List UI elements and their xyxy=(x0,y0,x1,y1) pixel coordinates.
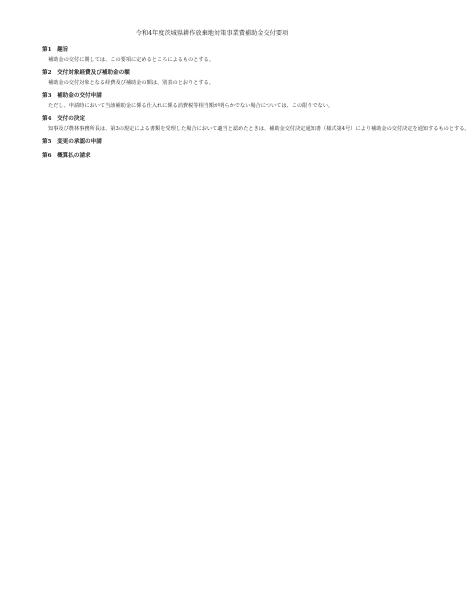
body-line: ただし、申請時において当該補助金に係る仕入れに係る消費税等相当額が明らかでない場合については、この限りでない。 xyxy=(48,102,334,109)
document-section xyxy=(42,153,382,161)
body-line: 補助金の交付に関しては、この要項に定めるところによるものとする。 xyxy=(48,56,215,63)
body-line: 補助金の交付対象となる経費及び補助金の額は、別表のとおりとする。 xyxy=(48,79,215,86)
section-heading: 第3 補助金の交付申請 xyxy=(42,93,102,100)
section-heading: 第5 変更の承認の申請 xyxy=(42,139,102,146)
document-section xyxy=(42,47,382,64)
section-heading: 第1 趣旨 xyxy=(42,47,69,54)
section-heading: 第6 概算払の請求 xyxy=(42,152,91,159)
section-heading: 第4 交付の決定 xyxy=(42,116,86,123)
document-section xyxy=(42,93,382,110)
document-section xyxy=(42,116,470,133)
document-body xyxy=(42,47,470,160)
document-title: 令和4年度茨城県耕作放棄地対策事業費補助金交付要項 xyxy=(135,30,289,37)
body-line: 知事及び農林事務所長は、第3の規定による書類を受理した場合において適当と認めたときは、補助金交付決定通知書（様式第4号）により補助金の交付決定を通知するものとする。 xyxy=(48,125,470,132)
section-heading: 第2 交付対象経費及び補助金の額 xyxy=(42,70,130,77)
document-section xyxy=(42,70,382,87)
document-section xyxy=(42,139,382,147)
